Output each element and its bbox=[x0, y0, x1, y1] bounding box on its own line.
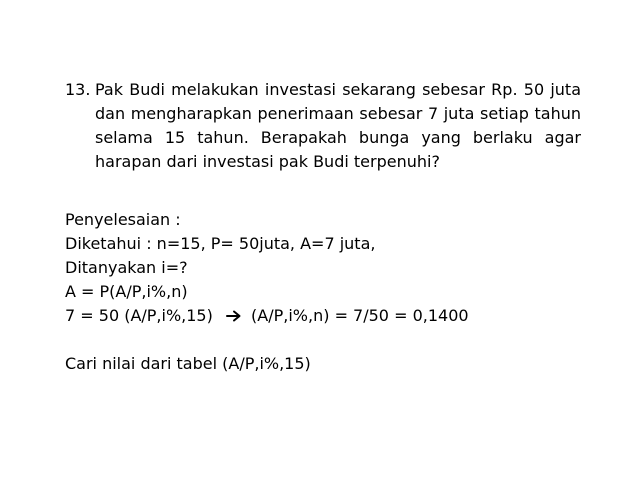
asked-value: Ditanyakan i=? bbox=[65, 258, 188, 277]
table-lookup-instruction: Cari nilai dari tabel (A/P,i%,15) bbox=[65, 354, 311, 373]
problem-number: 13. bbox=[65, 80, 91, 99]
problem-text: Pak Budi melakukan investasi sekarang sebesar Rp. 50 juta dan mengharapkan penerimaan sebesar 7 juta setiap tahun selama 15 tahun. Berapakah bunga yang berlaku agar harapan dari investasi pak Budi terpenuhi? bbox=[95, 80, 581, 171]
equation bbox=[65, 304, 585, 328]
solution-heading: Penyelesaian : bbox=[65, 210, 181, 229]
known-values: Diketahui : n=15, P= 50juta, A=7 juta, bbox=[65, 234, 376, 253]
problem-statement bbox=[65, 78, 581, 174]
spacer bbox=[65, 328, 585, 352]
right-arrow-icon bbox=[226, 304, 242, 328]
solution-block bbox=[65, 208, 585, 376]
equation-left: 7 = 50 (A/P,i%,15) bbox=[65, 306, 213, 325]
equation-right: (A/P,i%,n) = 7/50 = 0,1400 bbox=[251, 306, 469, 325]
formula: A = P(A/P,i%,n) bbox=[65, 282, 188, 301]
